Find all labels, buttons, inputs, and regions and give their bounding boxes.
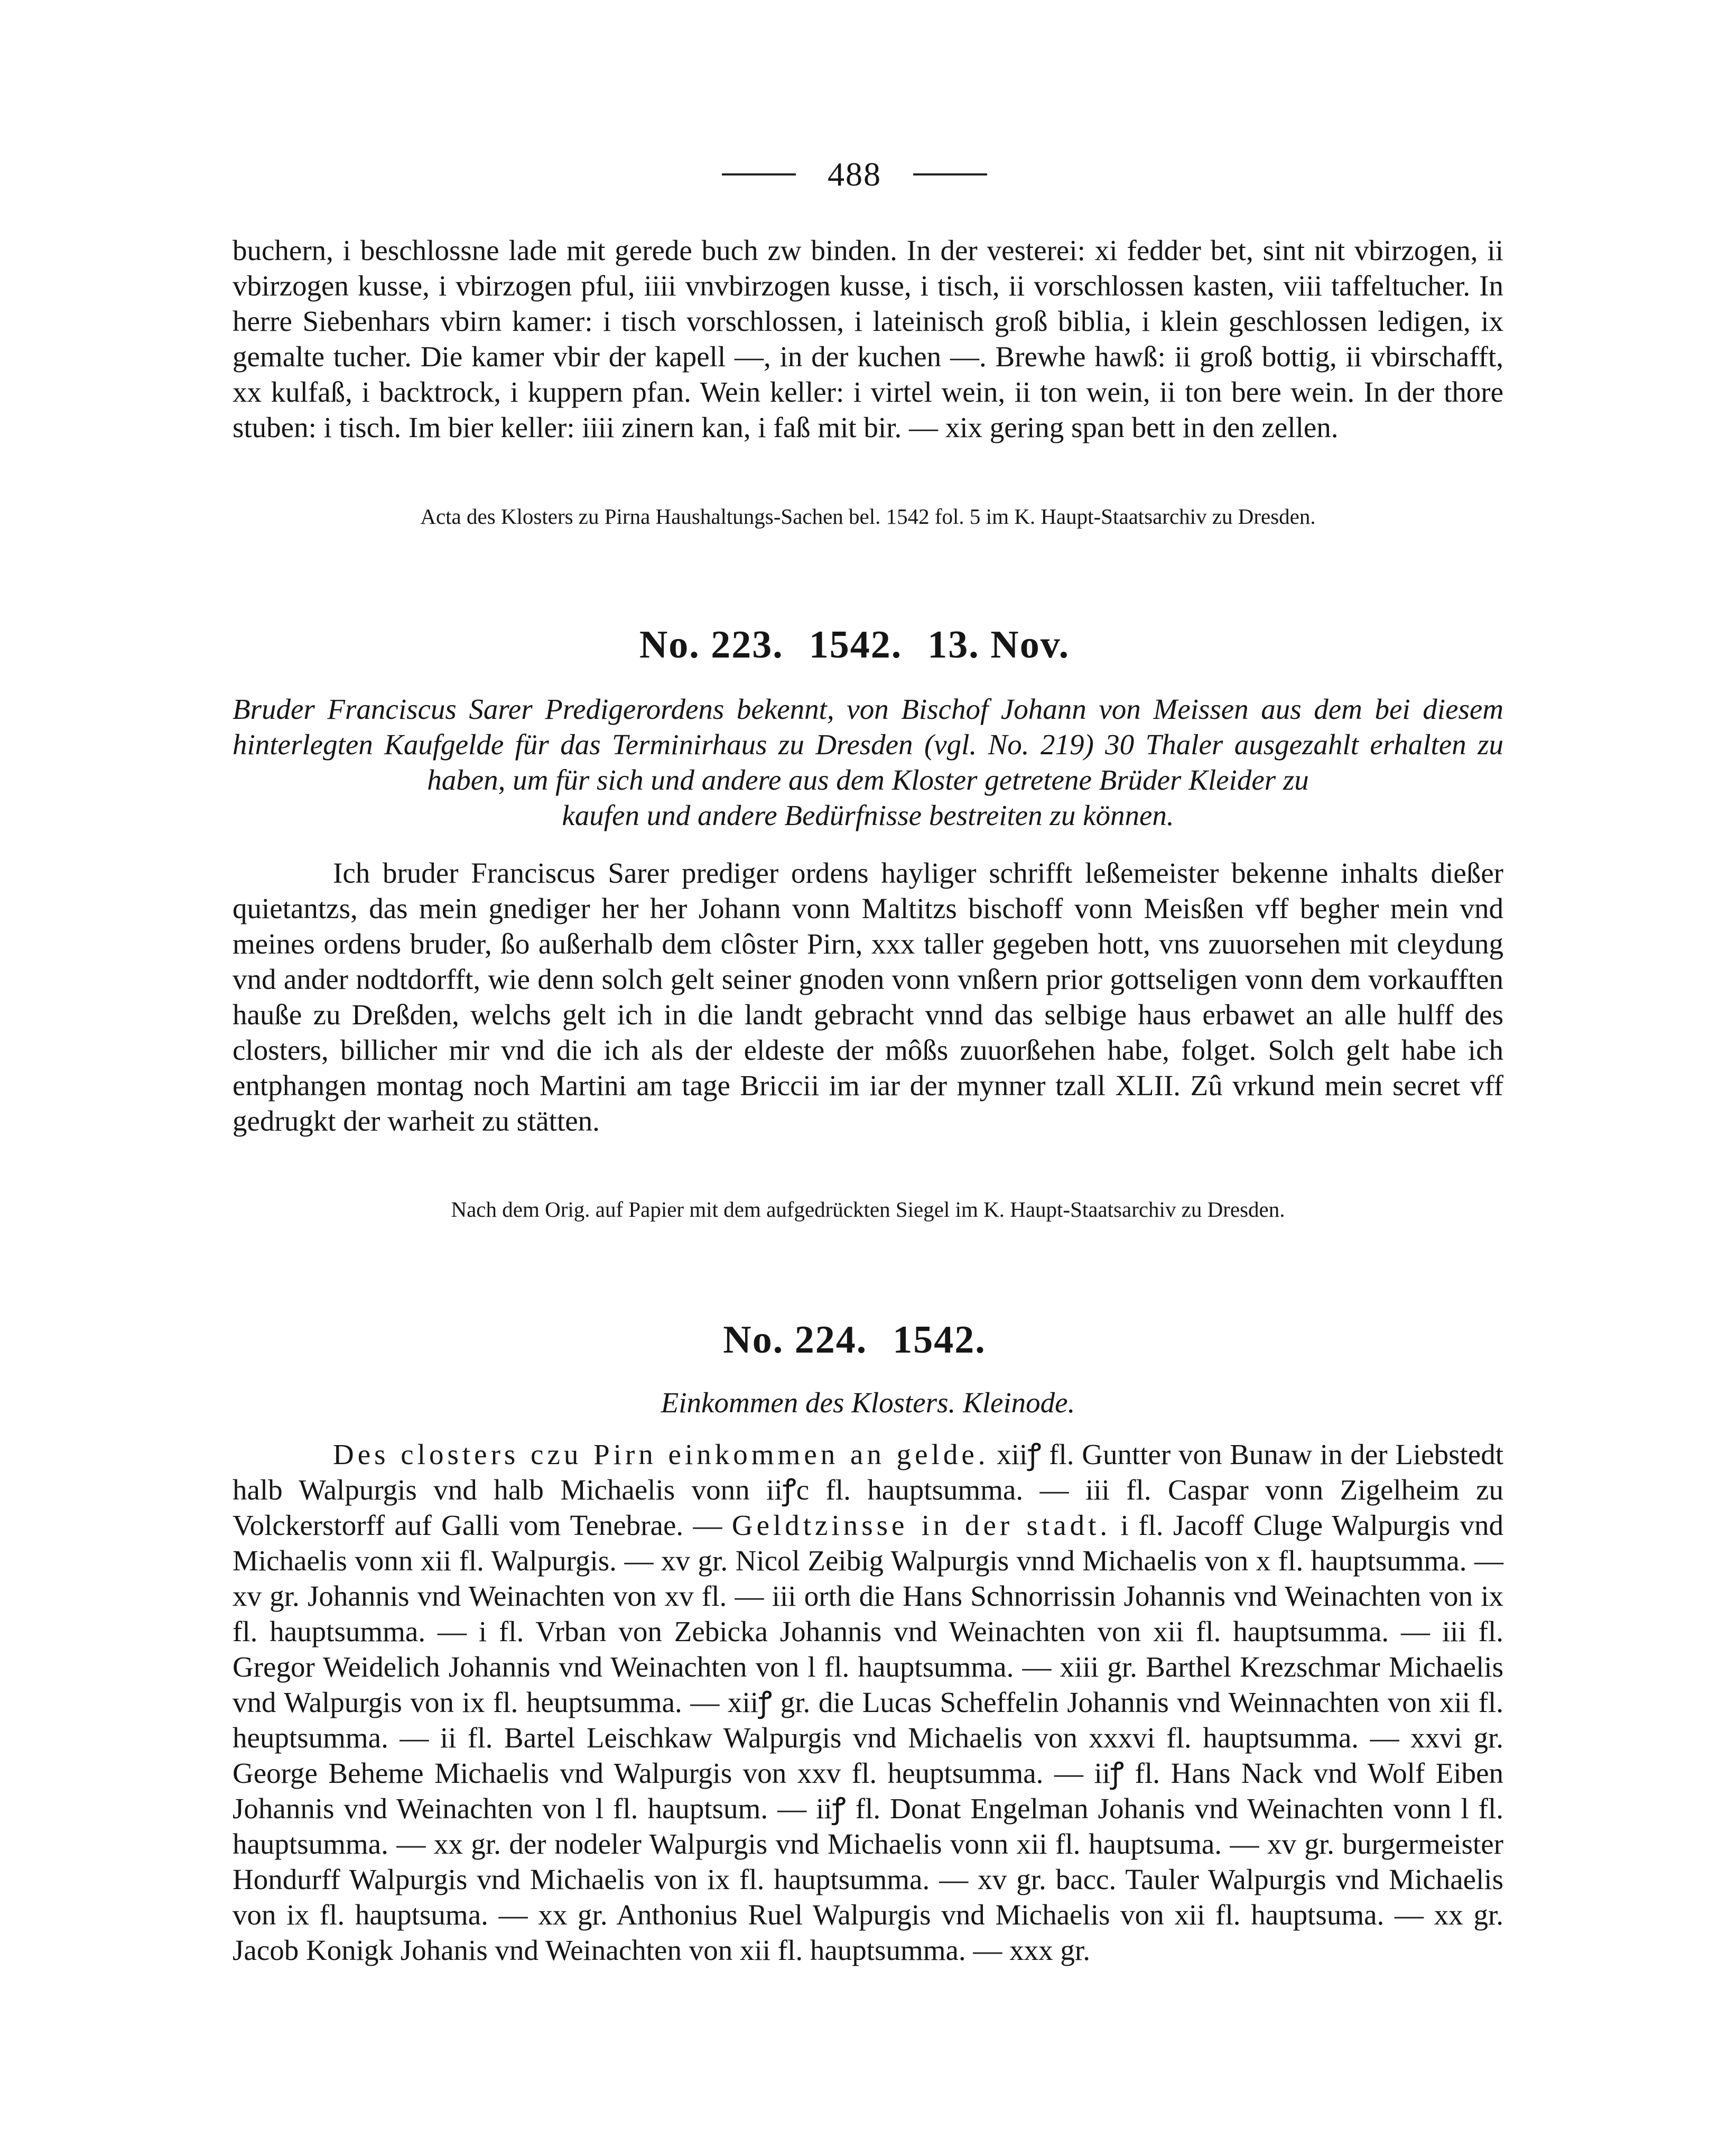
page-number: 488 bbox=[828, 155, 881, 193]
doc-223-source-note: Nach dem Orig. auf Papier mit dem aufgedrückten Siegel im K. Haupt-Staatsarchiv zu Dresden. bbox=[451, 1197, 1285, 1222]
header-rule-left bbox=[722, 173, 796, 175]
doc-224-spaced-heading-2: Geldtzinsse in der stadt. bbox=[731, 1509, 1111, 1541]
doc-223-text: Ich bruder Franciscus Sarer prediger ordens hayliger schrifft leßemeister bekenne inhalts dießer quietantzs, das mein gnediger her her Johann vonn Maltitzs bischoff vonn Meisßen vff begher mein vnd meines ordens bruder, ßo außerhalb dem clôster Pirn, xxx taller gegeben hott, vns zuuorsehen mit cleydung vnd ander nodtdorfft, wie denn solch gelt seiner gnoden vonn vnßern prior gottseligen vonn dem vorkaufften hauße zu Dreßden, welchs gelt ich in die landt gebracht vnnd das selbige haus erbawet an alle hulff des closters, billicher mir vnd die ich als der eldeste der môßs zuuorßehen habe, folget. Solch gelt habe ich entphangen montag noch Martini am tage Briccii im iar der mynner tzall XLII. Zû vrkund mein secret vff gedrugkt der warheit zu stätten. bbox=[233, 857, 1503, 1137]
header-rule-right bbox=[913, 173, 987, 175]
inventory-continuation-text: buchern, i beschlossne lade mit gerede buch zw binden. In der vesterei: xi fedder bet, sint nit vbirzogen, ii vbirzogen kusse, i vbirzogen pful, iiii vnvbirzogen kusse, i tisch, ii vorschlossen kasten, viii taffeltucher. In herre Siebenhars vbirn kamer: i tisch vorschlossen, i lateinisch groß biblia, i klein geschlossen ledigen, ix gemalte tucher. Die kamer vbir der kapell —, in der kuchen —. Brewhe hawß: ii groß bottig, ii vbirschafft, xx kulfaß, i backtrock, i kuppern pfan. Wein keller: i virtel wein, ii ton wein, ii ton bere wein. In der thore stuben: i tisch. Im bier keller: iiii zinern kan, i faß mit bir. — xix gering span bett in den zellen. bbox=[233, 234, 1503, 443]
document-heading-224 bbox=[0, 1316, 1709, 1364]
doc-224-text-part-a: xiiꝭ fl. Guntter von Bunaw in der Liebstedt halb Walpurgis vnd halb Michaelis vonn iiꝭc fl. hauptsumma. — iii fl. Caspar vonn Zigelheim zu Volckerstorff auf Galli vom Tenebrae. — bbox=[233, 1438, 1503, 1541]
doc-223-summary: Bruder Franciscus Sarer Predigerordens bekennt, von Bischof Johann von Meissen aus dem bei diesem hinterlegten Kaufgelde für das Terminirhaus zu Dresden (vgl. No. 219) 30 Thaler ausgezahlt erhalten zu haben, um für sich und andere aus dem Kloster getretene Brüder Kleider zu bbox=[233, 693, 1503, 796]
doc-223-summary-last-line: kaufen und andere Bedürfnisse bestreiten zu können. bbox=[562, 799, 1174, 831]
page-header bbox=[0, 153, 1709, 196]
doc-223-date: 13. Nov. bbox=[927, 623, 1070, 667]
doc-224-year: 1542. bbox=[893, 1318, 986, 1362]
doc-223-year: 1542. bbox=[809, 623, 903, 667]
document-heading-223 bbox=[0, 621, 1709, 669]
doc-224-number: No. 224. bbox=[723, 1318, 868, 1362]
doc-224-summary: Einkommen des Klosters. Kleinode. bbox=[661, 1386, 1075, 1419]
doc-223-number: No. 223. bbox=[639, 623, 784, 667]
doc-224-text-part-b: i fl. Jacoff Cluge Walpurgis vnd Michaelis vonn xii fl. Walpurgis. — xv gr. Nicol Zeibig Walpurgis vnnd Michaelis von x fl. hauptsumma. — xv gr. Johannis vnd Weinachten von xv fl. — iii orth die Hans Schnorrissin Johannis vnd Weinachten von ix fl. hauptsumma. — i fl. Vrban von Zebicka Johannis vnd Weinachten von xii fl. hauptsumma. — iii fl. Gregor Weidelich Johannis vnd Weinachten von l fl. hauptsumma. — xiii gr. Barthel Krezschmar Michaelis vnd Walpurgis von ix fl. heuptsumma. — xiiꝭ gr. die Lucas Scheffelin Johannis vnd Weinnachten von xii fl. heuptsumma. — ii fl. Bartel Leischkaw Walpurgis vnd Michaelis von xxxvi fl. hauptsumma. — xxvi gr. George Beheme Michaelis vnd Walpurgis von xxv fl. heuptsumma. — iiꝭ fl. Hans Nack vnd Wolf Eiben Johannis vnd Weinachten von l fl. hauptsum. — iiꝭ fl. Donat Engelman Johanis vnd Weinachten vonn l fl. hauptsumma. — xx gr. der nodeler Walpurgis vnd Michaelis vonn xii fl. hauptsuma. — xv gr. burgermeister Hondurff Walpurgis vnd Michaelis von ix fl. hauptsumma. — xv gr. bacc. Tauler Walpurgis vnd Michaelis von ix fl. hauptsuma. — xx gr. Anthonius Ruel Walpurgis vnd Michaelis von xii fl. hauptsuma. — xx gr. Jacob Konigk Johanis vnd Weinachten von xii fl. hauptsumma. — xxx gr. bbox=[233, 1509, 1503, 1966]
doc-224-text bbox=[233, 1437, 1503, 1968]
source-note-1: Acta des Klosters zu Pirna Haushaltungs-Sachen bel. 1542 fol. 5 im K. Haupt-Staatsarchiv zu Dresden. bbox=[420, 504, 1316, 529]
doc-224-spaced-heading: Des closters czu Pirn einkommen an gelde. bbox=[333, 1438, 989, 1470]
